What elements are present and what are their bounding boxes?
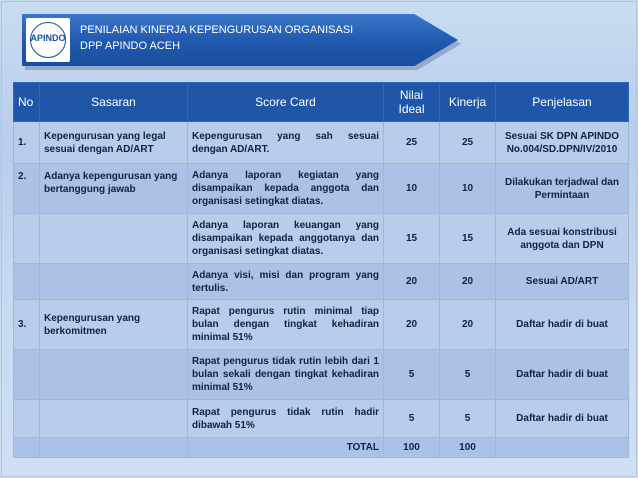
cell-no: 2. [14,164,40,214]
col-header-sasaran: Sasaran [40,83,188,122]
cell-score-card: Rapat pengurus rutin minimal tiap bulan dengan tingkat kehadiran minimal 51% [188,300,384,350]
performance-table [13,82,629,458]
total-label: TOTAL [188,438,384,458]
cell-no: 1. [14,122,40,164]
cell-no [14,438,40,458]
cell-penjelasan: Dilakukan terjadwal dan Permintaan [496,164,629,214]
cell-sasaran: Adanya kepengurusan yang bertanggung jawab [40,164,188,214]
cell-nilai-ideal: 5 [384,350,440,400]
cell-nilai-ideal: 5 [384,400,440,438]
cell-nilai-ideal: 25 [384,122,440,164]
cell-score-card: Rapat pengurus tidak rutin lebih dari 1 bulan sekali dengan tingkat kehadiran minimal 51% [188,350,384,400]
table-header-row [14,83,629,122]
table-row [14,164,629,214]
total-row [14,438,629,458]
table-row [14,122,629,164]
cell-penjelasan: Ada sesuai konstribusi anggota dan DPN [496,214,629,264]
total-kinerja: 100 [440,438,496,458]
cell-score-card: Adanya laporan keuangan yang disampaikan kepada anggotanya dan organisasi setingkat diatas. [188,214,384,264]
col-header-score-card: Score Card [188,83,384,122]
cell-sasaran [40,350,188,400]
cell-score-card: Rapat pengurus tidak rutin hadir dibawah 51% [188,400,384,438]
cell-nilai-ideal: 20 [384,300,440,350]
table-row [14,300,629,350]
table-row [14,400,629,438]
cell-sasaran [40,264,188,300]
cell-sasaran [40,214,188,264]
cell-penjelasan: Daftar hadir di buat [496,350,629,400]
cell-nilai-ideal: 15 [384,214,440,264]
cell-penjelasan: Sesuai SK DPN APINDO No.004/SD.DPN/IV/2010 [496,122,629,164]
apindo-logo [26,18,70,62]
cell-penjelasan: Sesuai AD/ART [496,264,629,300]
cell-score-card: Adanya visi, misi dan program yang tertulis. [188,264,384,300]
cell-nilai-ideal: 10 [384,164,440,214]
table-row [14,264,629,300]
cell-sasaran [40,400,188,438]
cell-no [14,350,40,400]
cell-no [14,214,40,264]
cell-penjelasan: Daftar hadir di buat [496,400,629,438]
page-subtitle: DPP APINDO ACEH [80,40,181,52]
cell-kinerja: 25 [440,122,496,164]
cell-nilai-ideal: 20 [384,264,440,300]
col-header-nilai-ideal: Nilai Ideal [384,83,440,122]
cell-no: 3. [14,300,40,350]
cell-sasaran: Kepengurusan yang legal sesuai dengan AD/ART [40,122,188,164]
page-title: PENILAIAN KINERJA KEPENGURUSAN ORGANISASI [80,24,354,36]
cell-score-card: Kepengurusan yang sah sesuai dengan AD/ART. [188,122,384,164]
cell-no [14,264,40,300]
table-row [14,350,629,400]
col-header-penjelasan: Penjelasan [496,83,629,122]
cell-sasaran [40,438,188,458]
cell-kinerja: 20 [440,300,496,350]
cell-kinerja: 5 [440,350,496,400]
cell-penjelasan: Daftar hadir di buat [496,300,629,350]
cell-penjelasan [496,438,629,458]
cell-kinerja: 5 [440,400,496,438]
cell-sasaran: Kepengurusan yang berkomitmen [40,300,188,350]
cell-score-card: Adanya laporan kegiatan yang disampaikan kepada anggota dan organisasi setingkat diatas. [188,164,384,214]
table-row [14,214,629,264]
col-header-no: No [14,83,40,122]
cell-kinerja: 20 [440,264,496,300]
cell-no [14,400,40,438]
cell-kinerja: 15 [440,214,496,264]
cell-kinerja: 10 [440,164,496,214]
col-header-kinerja: Kinerja [440,83,496,122]
total-nilai-ideal: 100 [384,438,440,458]
logo-text: APINDO [30,33,66,43]
